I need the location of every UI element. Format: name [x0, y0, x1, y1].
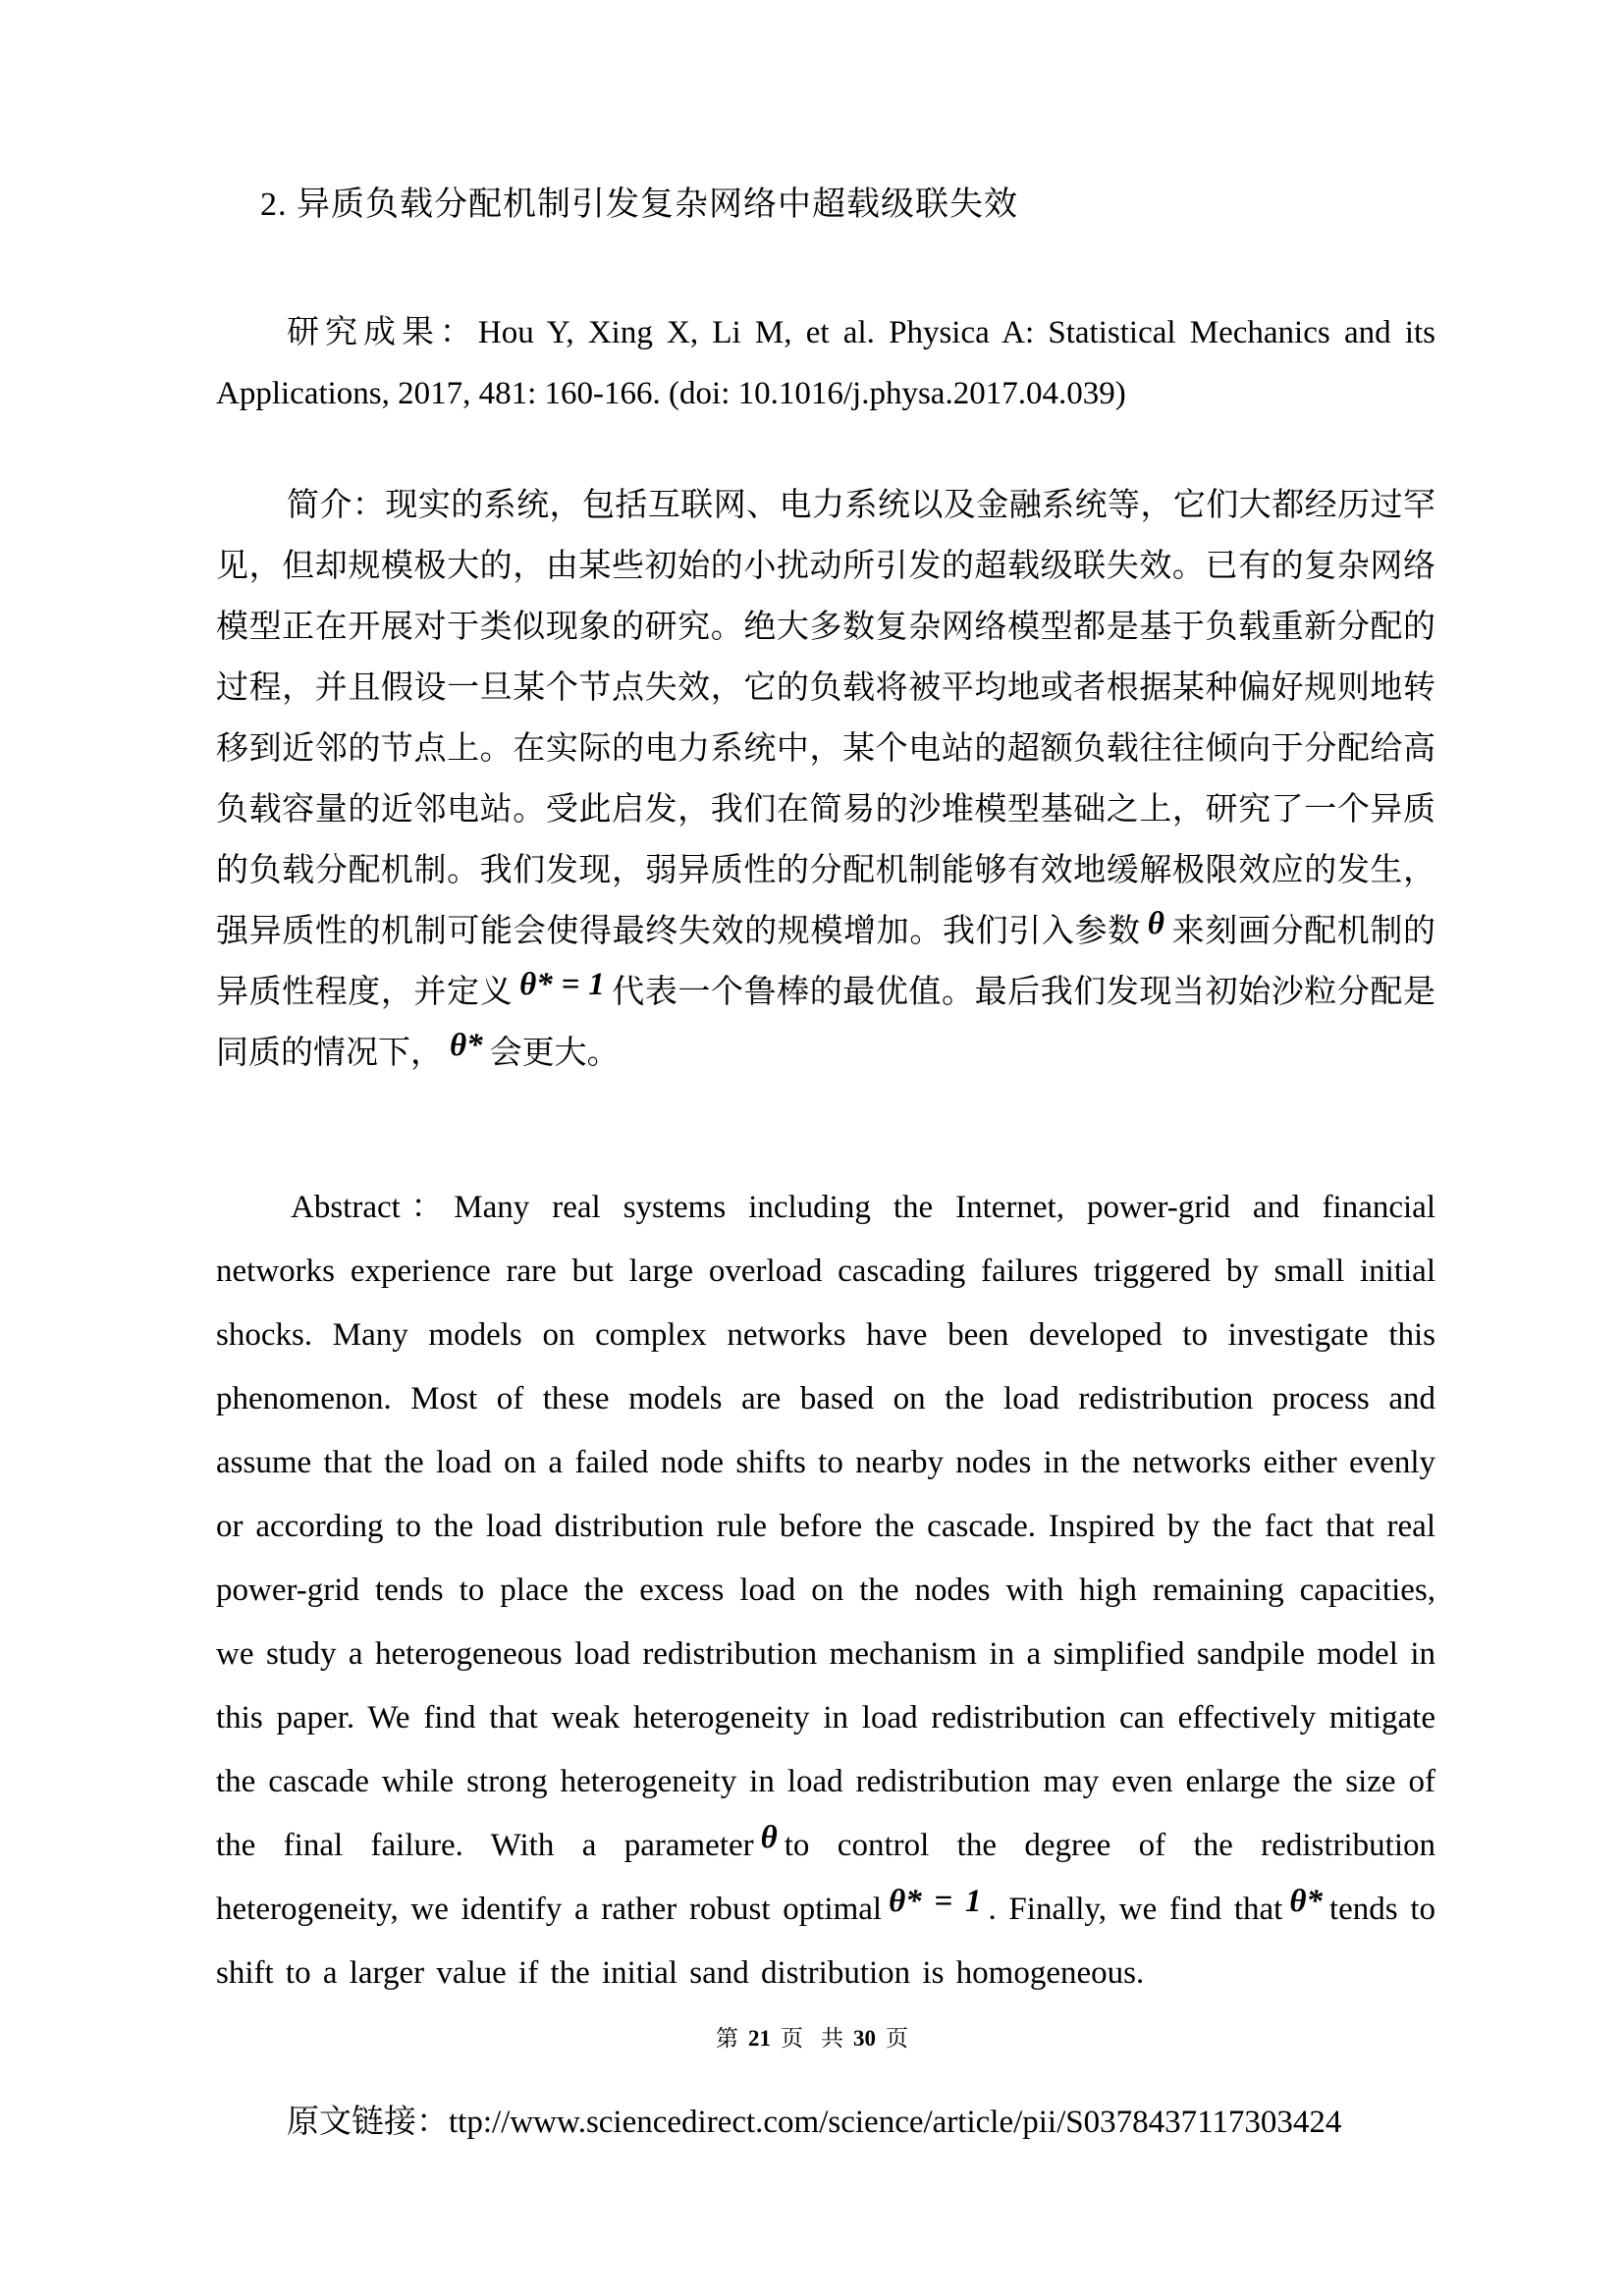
- source-link-paragraph: [216, 2092, 1435, 2153]
- theta-star-symbol: θ*: [1289, 1884, 1323, 1919]
- abstract-text-2: to control the degree of the redistribution heterogeneity, we identify a rather robust optimal: [216, 1828, 1435, 1927]
- current-page-number: 21: [748, 2026, 771, 2051]
- theta-symbol: θ: [1147, 906, 1164, 941]
- abstract-text-4: tends to shift to a larger value if the initial sand distribution is homogeneous.: [216, 1892, 1436, 1991]
- abstract-text-3: . Finally, we find that: [988, 1892, 1283, 1927]
- abstract-text-1: Many real systems including the Internet, power-grid and financial networks experience rare but large overload cascading failures triggered by small initial shocks. Many models on complex networks have been developed to investigate this phenomenon. Most of these models are based on the load redistribution process and assume that the load on a failed node shifts to nearby nodes in the networks either evenly or according to the load distribution rule before the cascade. Inspired by the fact that real power-grid tends to place the excess load on the nodes with high remaining capacities, we study a heterogeneous load redistribution mechanism in a simplified sandpile model in this paper. We find that weak heterogeneity in load redistribution can effectively mitigate the cascade while strong heterogeneity in load redistribution may even enlarge the size of the final failure. With a parameter: [216, 1190, 1435, 1863]
- citation-label: 研究成果：: [287, 315, 478, 350]
- theta-star-equals-one-formula: θ* = 1: [889, 1884, 982, 1919]
- intro-text-2: 来刻画分配机制的异质性程度，并定义: [216, 914, 1436, 1010]
- footer-prefix: 第: [716, 2026, 738, 2051]
- intro-label: 简介：: [287, 488, 386, 523]
- theta-symbol: θ: [760, 1820, 778, 1855]
- total-page-number: 30: [853, 2026, 876, 2051]
- section-title: 2. 异质负载分配机制引发复杂网络中超载级联失效: [260, 187, 1018, 223]
- footer-suffix: 页: [886, 2026, 908, 2051]
- theta-star-symbol: θ*: [450, 1028, 483, 1063]
- chinese-abstract-paragraph: [216, 475, 1435, 1084]
- citation-text: Hou Y, Xing X, Li M, et al. Physica A: Statistical Mechanics and its Applications, 2017, 481: 160-166. (doi: 10.1016/j.physa.2017.04.039): [216, 315, 1436, 411]
- intro-text-3: 代表一个鲁棒的最优值。最后我们发现当初始沙粒分配是同质的情况下，: [216, 975, 1435, 1071]
- footer-total-label: 共: [821, 2026, 843, 2051]
- footer-page-label: 页: [781, 2026, 803, 2051]
- english-abstract-paragraph: [216, 1176, 1435, 2005]
- abstract-label: Abstract：: [291, 1190, 455, 1225]
- source-link-label: 原文链接：: [287, 2105, 449, 2140]
- citation-paragraph: [216, 302, 1435, 424]
- article-url: ttp://www.sciencedirect.com/science/article/pii/S0378437117303424: [449, 2105, 1342, 2140]
- intro-text-4: 会更大。: [489, 1036, 620, 1071]
- theta-star-equals-one-formula: θ* = 1: [519, 967, 605, 1002]
- page-footer: [0, 2024, 1624, 2054]
- intro-text-1: 现实的系统，包括互联网、电力系统以及金融系统等，它们大都经历过罕见，但却规模极大的，由某些初始的小扰动所引发的超载级联失效。已有的复杂网络模型正在开展对于类似现象的研究。绝大多数复杂网络模型都是基于负载重新分配的过程，并且假设一旦某个节点失效，它的负载将被平均地或者根据某种偏好规则地转移到近邻的节点上。在实际的电力系统中，某个电站的超额负载往往倾向于分配给高负载容量的近邻电站。受此启发，我们在简易的沙堆模型基础之上，研究了一个异质的负载分配机制。我们发现，弱异质性的分配机制能够有效地缓解极限效应的发生，强异质性的机制可能会使得最终失效的规模增加。我们引入参数: [216, 488, 1436, 949]
